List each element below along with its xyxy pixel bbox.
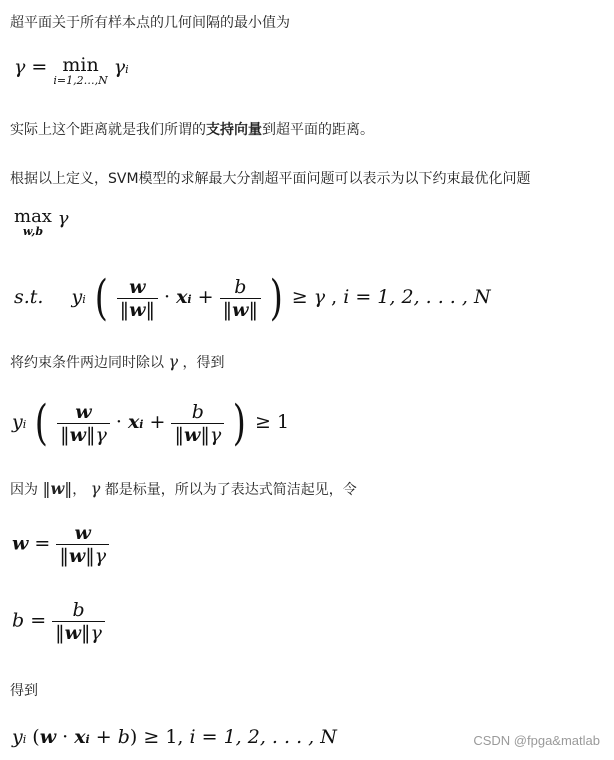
formula-final: yi (w · xi + b) ≥ 1, i = 1, 2, . . . , N xyxy=(12,726,337,748)
formula-constraint: s.t. yi ( $\frac{w}{‖w‖}$ · xi + $\frac{b}{‖w‖}$ ) ≥ γ , i = 1, 2, . . . , N xyxy=(14,270,491,326)
text-line: 根据以上定义，SVM模型的求解最大分割超平面问题可以表示为以下约束最优化问题 xyxy=(10,171,531,187)
text-line: 得到 xyxy=(10,683,38,699)
text-line: 将约束条件两边同时除以 γ ，得到 xyxy=(10,352,225,371)
text-line: 因为 ‖w‖， γ 都是标量，所以为了表达式简洁起见，令 xyxy=(10,479,357,498)
formula-scaled: yi ( $\frac{w}{‖w‖\gamma}$ · xi + $\frac{b}{‖w‖\gamma}$ ) ≥ 1 xyxy=(12,395,290,451)
formula-max: max w,b γ xyxy=(14,206,69,238)
formula-b-def: b = $\frac{b}{‖w‖\gamma}$ xyxy=(12,599,105,644)
text-line: 超平面关于所有样本点的几何间隔的最小值为 xyxy=(10,15,290,31)
watermark: CSDN @fpga&matlab xyxy=(473,733,600,748)
formula-gamma-min: γ = min i=1,2…,N γi xyxy=(14,54,129,87)
formula-w-def: w = $\frac{w}{‖w‖\gamma}$ xyxy=(12,522,109,567)
text-line: 实际上这个距离就是我们所谓的支持向量到超平面的距离。 xyxy=(10,122,374,138)
